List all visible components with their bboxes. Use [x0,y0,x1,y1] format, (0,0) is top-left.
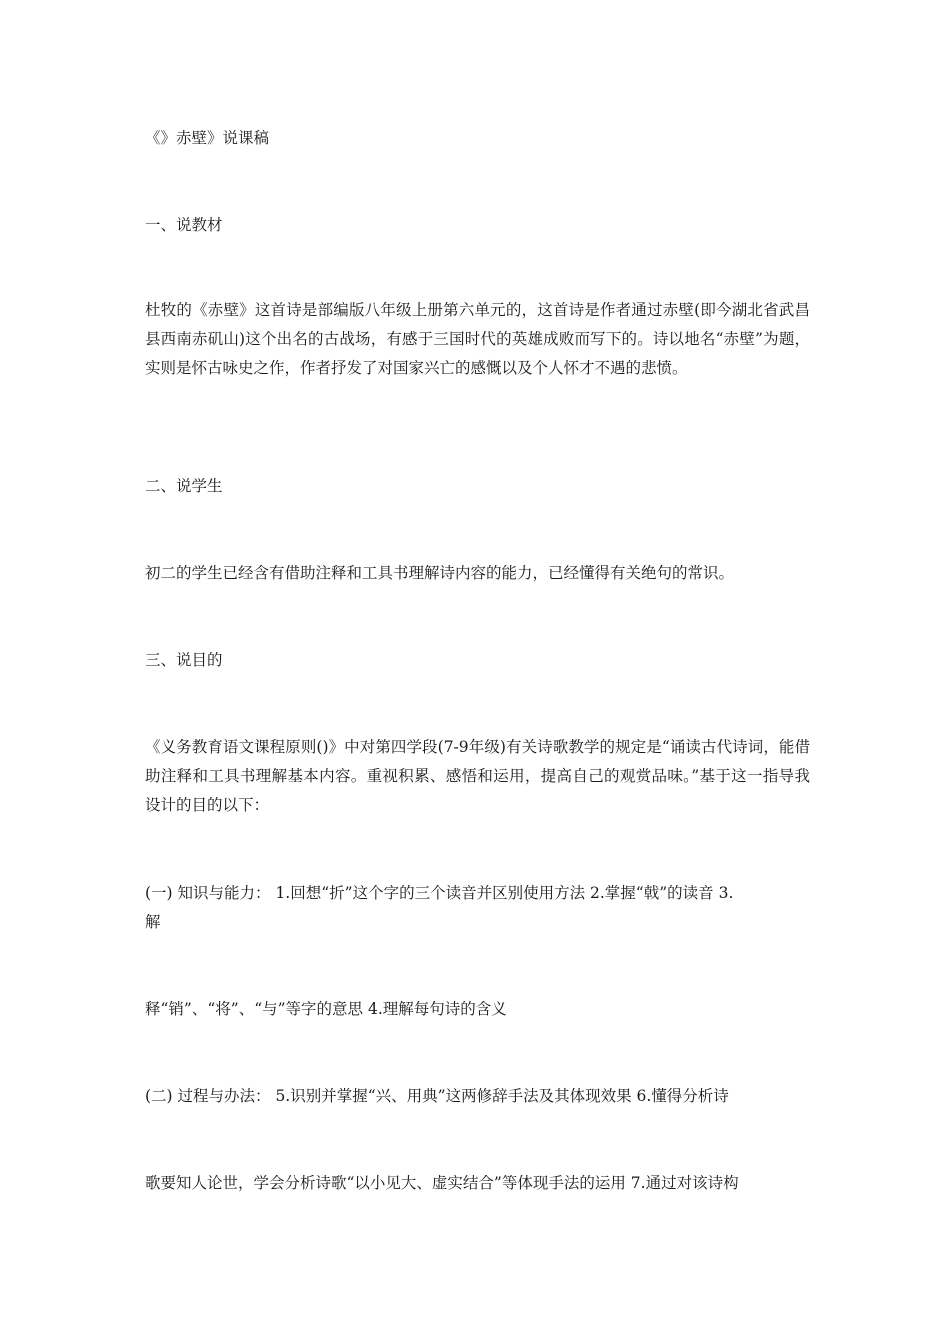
goal-process-line-1: (二) 过程与办法： 5.识别并掌握“兴、用典”这两修辞手法及其体现效果 6.懂得分析诗 [145,1087,729,1105]
section-heading-goals: 三、说目的 [145,651,223,669]
goal-knowledge-line-1: (一) 知识与能力： 1.回想“折”这个字的三个读音并区别使用方法 2.掌握“戟”的读音 3. [145,884,734,902]
section-paragraph-goals: 《义务教育语文课程原则()》中对第四学段(7-9年级)有关诗歌教学的规定是“诵读古代诗词，能借助注释和工具书理解基本内容。重视积累、感悟和运用，提高自己的观赏品味。”基于这一指导我设计的目的以下： [145,738,810,814]
document-title: 《》赤壁》说课稿 [145,129,270,147]
section-paragraph-students: 初二的学生已经含有借助注释和工具书理解诗内容的能力，已经懂得有关绝句的常识。 [145,564,735,582]
goal-knowledge-line-2-start: 解 [145,913,161,931]
goal-knowledge-line-2: 释“销”、“将”、“与”等字的意思 4.理解每句诗的含义 [145,1000,507,1018]
section-paragraph-textbook: 杜牧的《赤壁》这首诗是部编版八年级上册第六单元的，这首诗是作者通过赤壁(即今湖北省武昌县西南赤矶山)这个出名的古战场，有感于三国时代的英雄成败而写下的。诗以地名“赤壁”为题，实则是怀古咏史之作，作者抒发了对国家兴亡的感慨以及个人怀才不遇的悲愤。 [145,301,810,377]
section-heading-students: 二、说学生 [145,477,223,495]
goal-process-line-2: 歌要知人论世，学会分析诗歌“以小见大、虚实结合”等体现手法的运用 7.通过对该诗构 [145,1174,739,1192]
section-heading-textbook: 一、说教材 [145,216,223,234]
